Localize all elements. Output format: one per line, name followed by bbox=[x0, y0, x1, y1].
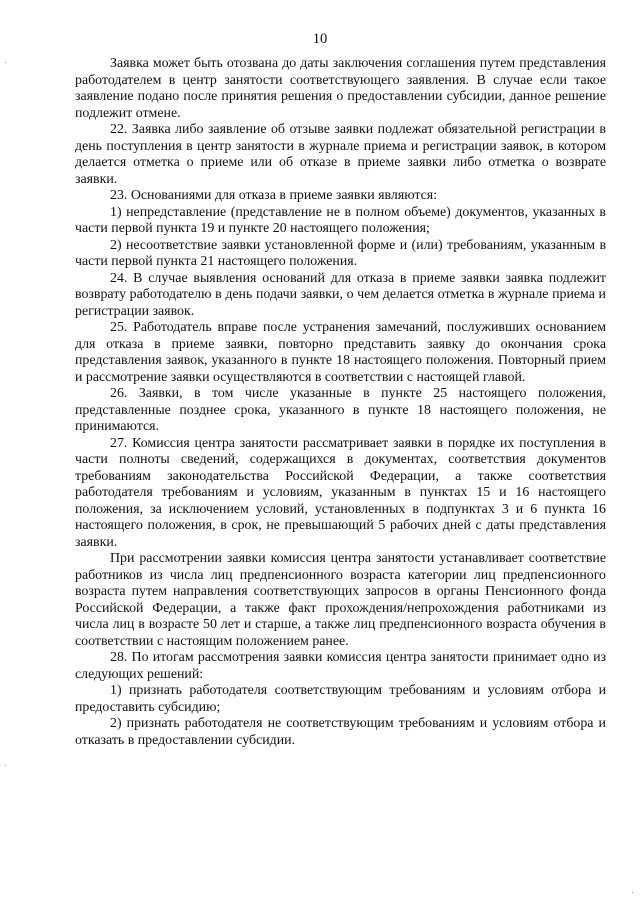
paragraph-24: 24. В случае выявления оснований для отказа в приеме заявки заявка подлежит возврату работодателю в день подачи заявки, о чем делается отметка в журнале приема и регистрации заявок. bbox=[75, 270, 606, 319]
paragraph-23-item-2: 2) несоответствие заявки установленной форме и (или) требованиям, указанным в части первой пункта 21 настоящего положения. bbox=[75, 237, 606, 269]
paragraph-23-item-1: 1) непредставление (представление не в полном объеме) документов, указанных в части первой пункта 19 и пункте 20 настоящего положения; bbox=[75, 204, 606, 236]
paragraph-26: 26. Заявки, в том числе указанные в пункте 25 настоящего положения, представленные позднее срока, указанного в пункте 18 настоящего положения, не принимаются. bbox=[75, 386, 606, 434]
paragraph-28-item-2: 2) признать работодателя не соответствующим требованиям и условиям отбора и отказать в предоставлении субсидии. bbox=[75, 716, 606, 748]
paragraph-28-item-1: 1) признать работодателя соответствующим требованиям и условиям отбора и предоставить субсидию; bbox=[75, 683, 606, 715]
page-number: 10 bbox=[312, 31, 328, 47]
paragraph-27: 27. Комиссия центра занятости рассматривает заявки в порядке их поступления в части полноты сведений, содержащихся в документах, соответствия документов требованиям законодательства Российской Федерации, а также соответствия работодателя требованиям и условиям, указанным в пунктах 15 и 16 настоящего положения, за исключением условий, установленных в подпунктах 3 и 6 пункта 16 настоящего положения, в срок, не превышающий 5 рабочих дней с даты представления заявки. bbox=[75, 435, 606, 550]
scan-speck bbox=[5, 765, 6, 766]
paragraph-25: 25. Работодатель вправе после устранения замечаний, послуживших основанием для отказа в приеме заявки, повторно представить заявку до окончания срока представления заявок, указанного в пункте 18 настоящего положения. Повторный прием и рассмотрение заявки осуществляются в соответствии с настоящей главой. bbox=[75, 320, 606, 385]
paragraph-27-review: При рассмотрении заявки комиссия центра занятости устанавливает соответствие работников из числа лиц предпенсионного возраста категории лиц предпенсионного возраста путем направления соответствующих запросов в органы Пенсионного фонда Российской Федерации, а также факт прохождения/непрохождения работниками из числа лиц в возрасте 50 лет и старше, а также лиц предпенсионного возраста обучения в соответствии с настоящим положением ранее. bbox=[75, 551, 606, 649]
document-body bbox=[75, 56, 606, 749]
scan-speck bbox=[632, 892, 633, 893]
paragraph-22: 22. Заявка либо заявление об отзыве заявки подлежат обязательной регистрации в день поступления в центр занятости в журнале приема и регистрации заявок, в котором делается отметка о приеме или об отказе в приеме заявки либо отметка о возврате заявки. bbox=[75, 122, 606, 187]
paragraph-28: 28. По итогам рассмотрения заявки комиссия центра занятости принимает одно из следующих решений: bbox=[75, 650, 606, 682]
paragraph-23: 23. Основаниями для отказа в приеме заявки являются: bbox=[110, 188, 438, 203]
scan-speck bbox=[5, 62, 6, 63]
paragraph-withdrawal: Заявка может быть отозвана до даты заключения соглашения путем представления работодателем в центр занятости соответствующего заявления. В случае если такое заявление подано после принятия решения о предоставлении субсидии, данное решение подлежит отмене. bbox=[75, 56, 606, 121]
